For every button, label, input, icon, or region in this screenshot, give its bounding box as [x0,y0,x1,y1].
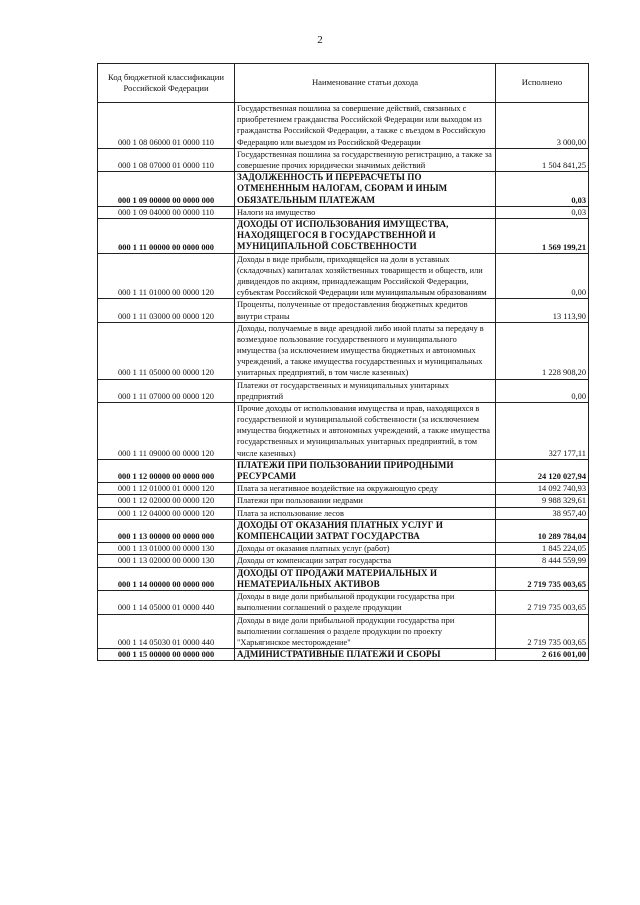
cell-code: 000 1 11 03000 00 0000 120 [98,299,235,322]
table-row [98,543,589,555]
cell-name: Проценты, полученные от предоставления бюджетных кредитов внутри страны [235,299,496,322]
table-row [98,567,589,591]
cell-name: Плата за использование лесов [235,507,496,519]
cell-code: 000 1 14 00000 00 0000 000 [98,567,235,591]
cell-name: Доходы в виде доли прибыльной продукции государства при выполнении соглашений о разделе продукции [235,591,496,614]
cell-code: 000 1 13 01000 00 0000 130 [98,543,235,555]
cell-code: 000 1 13 02000 00 0000 130 [98,555,235,567]
cell-amount: 2 719 735 003,65 [496,567,589,591]
cell-amount: 14 092 740,93 [496,483,589,495]
cell-code: 000 1 12 01000 01 0000 120 [98,483,235,495]
table-row [98,218,589,253]
cell-code: 000 1 09 04000 00 0000 110 [98,206,235,218]
cell-name: Государственная пошлина за государственную регистрацию, а также за совершение прочих юридически значимых действий [235,148,496,171]
cell-code: 000 1 14 05030 01 0000 440 [98,614,235,649]
table-row [98,206,589,218]
cell-amount: 10 289 784,04 [496,519,589,543]
table-row [98,322,589,379]
cell-code: 000 1 11 05000 00 0000 120 [98,322,235,379]
cell-name: Доходы в виде доли прибыльной продукции государства при выполнении соглашения о разделе продукции по проекту "Харьягинское месторождение" [235,614,496,649]
cell-amount: 2 719 735 003,65 [496,591,589,614]
table-row [98,614,589,649]
cell-name: Прочие доходы от использования имущества и прав, находящихся в государственной и муниципальной собственности (за исключением имущества бюджетных и автономных учреждений, а также имущества государственных и муниципальных унитарных предприятий, в том числе казенных) [235,402,496,459]
cell-name: Налоги на имущество [235,206,496,218]
cell-name: ПЛАТЕЖИ ПРИ ПОЛЬЗОВАНИИ ПРИРОДНЫМИ РЕСУРСАМИ [235,459,496,483]
page-number: 2 [317,34,323,46]
cell-name: ДОХОДЫ ОТ ПРОДАЖИ МАТЕРИАЛЬНЫХ И НЕМАТЕРИАЛЬНЫХ АКТИВОВ [235,567,496,591]
table-row [98,649,589,661]
table-row [98,483,589,495]
table-row [98,555,589,567]
cell-code: 000 1 12 04000 00 0000 120 [98,507,235,519]
table-row [98,379,589,402]
table-row [98,103,589,149]
cell-name: АДМИНИСТРАТИВНЫЕ ПЛАТЕЖИ И СБОРЫ [235,649,496,661]
header-code: Код бюджетной классификации Российской Федерации [98,64,235,103]
cell-name: Доходы в виде прибыли, приходящейся на доли в уставных (складочных) капиталах хозяйственных товариществ и обществ, или дивидендов по акциям, принадлежащим Российской Федерации, субъектам Российской Федерации или муниципальным образованиям [235,253,496,299]
cell-amount: 9 988 329,61 [496,495,589,507]
cell-name: Плата за негативное воздействие на окружающую среду [235,483,496,495]
cell-code: 000 1 11 09000 00 0000 120 [98,402,235,459]
cell-amount: 0,03 [496,172,589,207]
cell-name: ДОХОДЫ ОТ ИСПОЛЬЗОВАНИЯ ИМУЩЕСТВА, НАХОДЯЩЕГОСЯ В ГОСУДАРСТВЕННОЙ И МУНИЦИПАЛЬНОЙ СОБСТВЕННОСТИ [235,218,496,253]
cell-code: 000 1 14 05000 01 0000 440 [98,591,235,614]
cell-name: ДОХОДЫ ОТ ОКАЗАНИЯ ПЛАТНЫХ УСЛУГ И КОМПЕНСАЦИИ ЗАТРАТ ГОСУДАРСТВА [235,519,496,543]
cell-amount: 0,00 [496,379,589,402]
cell-amount: 24 120 027,94 [496,459,589,483]
table-row [98,495,589,507]
cell-amount: 38 957,40 [496,507,589,519]
cell-amount: 2 719 735 003,65 [496,614,589,649]
revenue-table [97,63,589,661]
cell-amount: 2 616 001,00 [496,649,589,661]
cell-amount: 1 228 908,20 [496,322,589,379]
cell-code: 000 1 13 00000 00 0000 000 [98,519,235,543]
cell-amount: 8 444 559,99 [496,555,589,567]
table-row [98,507,589,519]
table-row [98,519,589,543]
cell-amount: 327 177,11 [496,402,589,459]
cell-amount: 1 504 841,25 [496,148,589,171]
cell-amount: 0,03 [496,206,589,218]
cell-name: Доходы, получаемые в виде арендной либо иной платы за передачу в возмездное пользование государственного и муниципального имущества (за исключением имущества бюджетных и автономных учреждений, а также имущества государственных и муниципальных унитарных предприятий, в том числе казенных) [235,322,496,379]
cell-code: 000 1 12 02000 00 0000 120 [98,495,235,507]
cell-code: 000 1 11 01000 00 0000 120 [98,253,235,299]
cell-code: 000 1 11 00000 00 0000 000 [98,218,235,253]
cell-amount: 13 113,90 [496,299,589,322]
cell-code: 000 1 09 00000 00 0000 000 [98,172,235,207]
cell-amount: 1 569 199,21 [496,218,589,253]
table-row [98,402,589,459]
cell-name: Государственная пошлина за совершение действий, связанных с приобретением гражданства Российской Федерации или выходом из гражданства Российской Федерации, а также с въездом в Российскую Федерацию или выездом из Российской Федерации [235,103,496,149]
table-row [98,148,589,171]
table-row [98,253,589,299]
table-row [98,172,589,207]
cell-amount: 1 845 224,05 [496,543,589,555]
cell-code: 000 1 11 07000 00 0000 120 [98,379,235,402]
cell-code: 000 1 08 06000 01 0000 110 [98,103,235,149]
cell-name: Доходы от оказания платных услуг (работ) [235,543,496,555]
cell-code: 000 1 12 00000 00 0000 000 [98,459,235,483]
cell-amount: 0,00 [496,253,589,299]
header-name: Наименование статьи дохода [235,64,496,103]
table-row [98,591,589,614]
cell-name: Платежи при пользовании недрами [235,495,496,507]
table-row [98,299,589,322]
table-row [98,459,589,483]
cell-code: 000 1 08 07000 01 0000 110 [98,148,235,171]
cell-name: Платежи от государственных и муниципальных унитарных предприятий [235,379,496,402]
cell-name: Доходы от компенсации затрат государства [235,555,496,567]
cell-amount: 3 000,00 [496,103,589,149]
cell-code: 000 1 15 00000 00 0000 000 [98,649,235,661]
header-amount: Исполнено [496,64,589,103]
table-header-row [98,64,589,103]
cell-name: ЗАДОЛЖЕННОСТЬ И ПЕРЕРАСЧЕТЫ ПО ОТМЕНЕННЫМ НАЛОГАМ, СБОРАМ И ИНЫМ ОБЯЗАТЕЛЬНЫМ ПЛАТЕЖАМ [235,172,496,207]
